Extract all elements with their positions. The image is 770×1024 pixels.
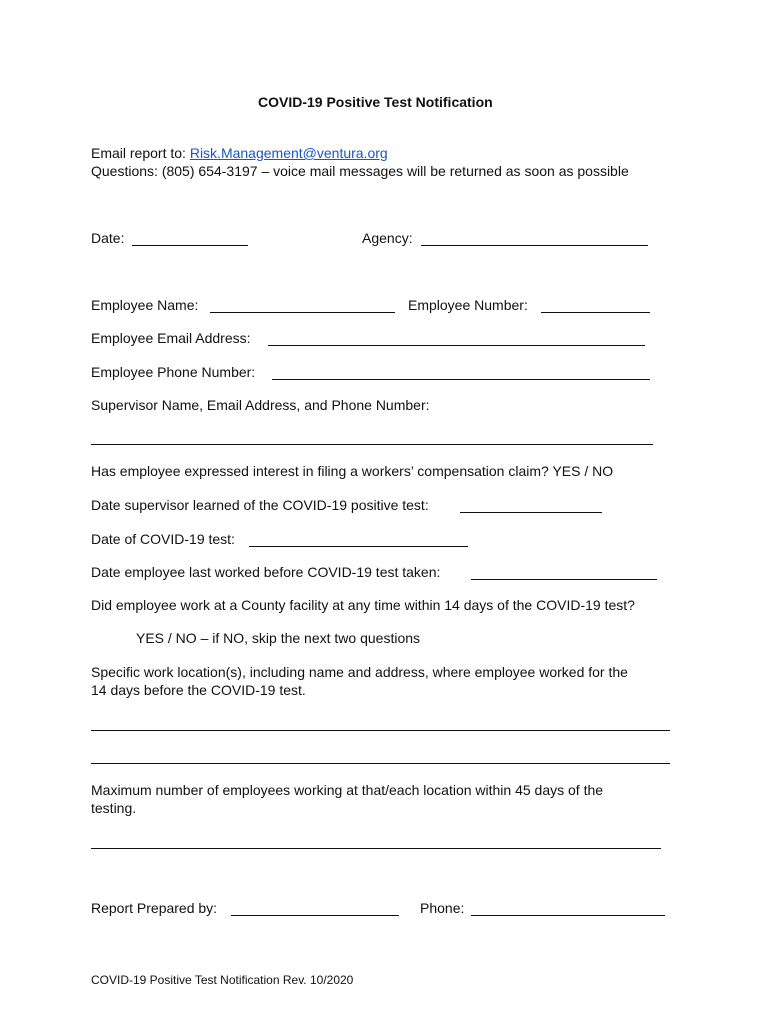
prepared-by-field[interactable] <box>231 915 399 916</box>
county-facility-question: Did employee work at a County facility at any time within 14 days of the COVID-19 test? <box>91 597 635 613</box>
date-field[interactable] <box>132 245 248 246</box>
email-line <box>91 145 388 162</box>
agency-field[interactable] <box>421 245 648 246</box>
date-last-worked-field[interactable] <box>471 579 657 580</box>
footer-revision: COVID-19 Positive Test Notification Rev. 10/2020 <box>91 973 354 987</box>
date-label: Date: <box>91 230 125 246</box>
work-location-label-line1: Specific work location(s), including name and address, where employee worked for the <box>91 664 628 680</box>
employee-phone-label: Employee Phone Number: <box>91 364 256 380</box>
supervisor-field[interactable] <box>91 444 653 445</box>
date-of-test-field[interactable] <box>249 546 468 547</box>
max-employees-label-line2: testing. <box>91 800 137 816</box>
phone-label: Phone: <box>420 900 465 916</box>
date-learned-label: Date supervisor learned of the COVID-19 positive test: <box>91 497 429 513</box>
supervisor-label: Supervisor Name, Email Address, and Phone Number: <box>91 397 430 413</box>
work-location-field-2[interactable] <box>91 763 670 764</box>
max-employees-field[interactable] <box>91 848 661 849</box>
agency-label: Agency: <box>362 230 413 246</box>
email-link[interactable]: Risk.Management@ventura.org <box>189 145 388 161</box>
employee-email-label: Employee Email Address: <box>91 330 251 346</box>
employee-name-field[interactable] <box>210 312 395 313</box>
prepared-by-label: Report Prepared by: <box>91 900 218 916</box>
max-employees-label-line1: Maximum number of employees working at that/each location within 45 days of the <box>91 782 604 798</box>
date-learned-field[interactable] <box>460 512 602 513</box>
phone-field[interactable] <box>471 915 665 916</box>
employee-phone-field[interactable] <box>272 379 650 380</box>
work-location-field-1[interactable] <box>91 730 670 731</box>
yes-no-skip-option: YES / NO – if NO, skip the next two questions <box>136 630 421 646</box>
date-of-test-label: Date of COVID-19 test: <box>91 531 235 547</box>
date-last-worked-label: Date employee last worked before COVID-19 test taken: <box>91 564 441 580</box>
questions-line: Questions: (805) 654-3197 – voice mail messages will be returned as soon as possible <box>91 163 629 179</box>
work-location-label-line2: 14 days before the COVID-19 test. <box>91 682 306 698</box>
employee-name-label: Employee Name: <box>91 297 199 313</box>
email-label: Email report to: <box>91 145 190 161</box>
employee-email-field[interactable] <box>268 345 645 346</box>
workers-comp-question: Has employee expressed interest in filing a workers’ compensation claim? YES / NO <box>91 463 614 479</box>
employee-number-field[interactable] <box>541 312 650 313</box>
page-title: COVID-19 Positive Test Notification <box>258 94 493 110</box>
employee-number-label: Employee Number: <box>408 297 528 313</box>
